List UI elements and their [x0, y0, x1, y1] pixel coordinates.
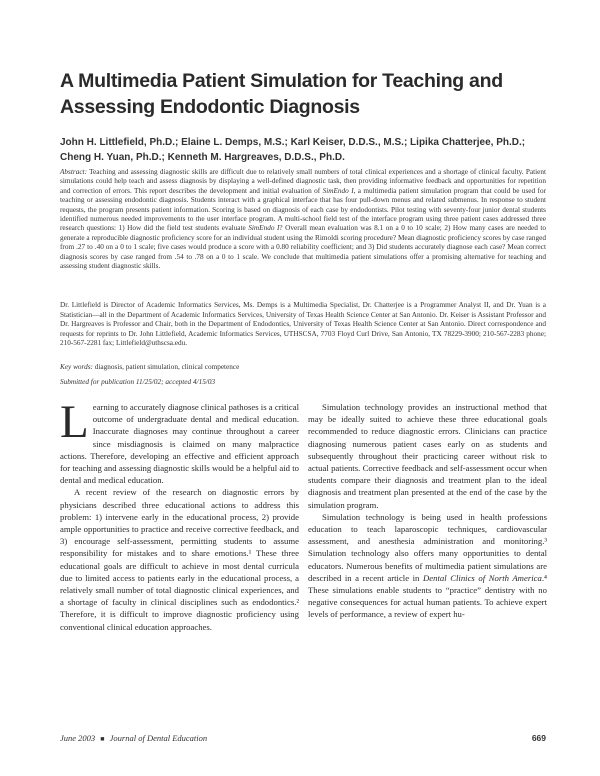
- abstract: [60, 168, 546, 271]
- abstract-text-2: , a multimedia patient simulation program that could be used for teaching or assessing endodontic diagnosis. Students interact with a graphical interface that has four pull-down menus and related submenus. In response to student requests, the program presents patient information. Scoring is based on diagnosis of each case by endodontists. Pilot testing with seventy-four junior dental students identified numerous needed improvements to the user interface program. A multi-school field test of the interface program using three patient cases addressed three research questions: 1) How did the field test students evaluate: [60, 186, 546, 233]
- paragraph-text-1: Simulation technology is being used in health professions education to teach laparoscopic techniques, cardiovascular assessment, and anesthesia administration and monitoring.³ Simulation technology also offers many opportunities to dental educators. Numerous benefits of multimedia patient simulations are described in a recent article in: [308, 511, 547, 583]
- cited-journal: Dental Clinics of North America: [422, 572, 542, 583]
- keywords-label: Key words:: [60, 363, 93, 371]
- footer-date: June 2003: [60, 733, 96, 743]
- submission-dates: Submitted for publication 11/25/02; accepted 4/15/03: [60, 378, 216, 386]
- paragraph-health-professions: [308, 511, 547, 621]
- footer-journal: Journal of Dental Education: [109, 733, 208, 743]
- abstract-product-name-2: SimEndo I: [248, 224, 280, 233]
- author-affiliations: Dr. Littlefield is Director of Academic Informatics Services, Ms. Demps is a Multimedia Specialist, Dr. Chatterjee is a Programmer Analyst II, and Dr. Yuan is a Statistician—all in the Department of Academic Informatics Services, University of Texas Health Science Center at San Antonio. Dr. Keiser is Assistant Professor and Dr. Hargreaves is Professor and Chair, both in the Department of Endodontics, University of Texas Health Science Center at San Antonio. Direct correspondence and requests for reprints to Dr. John Littlefield, Academic Informatics Services, UTHSCSA, 7703 Floyd Curl Drive, San Antonio, TX 78229-3900; 210-567-2283 phone; 210-567-2281 fax; Littlefield@uthscsa.edu.: [60, 301, 546, 347]
- keywords: [60, 363, 546, 373]
- drop-cap: L: [60, 396, 89, 448]
- abstract-text-1: Teaching and assessing diagnostic skills are difficult due to relatively small numbers of total clinical experiences and a shortage of clinical faculty. Patient simulations could help teach and assess diagnosis by displaying a well-defined diagnostic task, then providing informative feedback and opportunities for repetition and correction of errors. This report describes the development and initial evaluation of: [60, 168, 546, 195]
- paragraph-intro: [60, 396, 299, 486]
- footer-citation: [60, 733, 207, 743]
- abstract-product-name: SimEndo I: [322, 186, 354, 195]
- page-number: 669: [531, 733, 546, 743]
- keywords-text: diagnosis, patient simulation, clinical competence: [94, 363, 240, 371]
- footer-separator-icon: ■: [100, 735, 105, 743]
- paragraph-text-2: .⁴ These simulations enable students to “practice” dentistry with no negative consequences for actual human patients. To achieve expert levels of performance, a review of expert hu-: [308, 572, 548, 620]
- body-column-left: [60, 396, 299, 633]
- abstract-text-3: ? Overall mean evaluation was 8.1 on a 0 to 10 scale; 2) How many cases are needed to generate a reproducible diagnostic proficiency score for an individual student using the Rimoldi scoring procedure? Mean diagnostic proficiency scores by case ranged from .27 to .40 on a 0 to 1 scale; five cases would produce a score with a 0.80 reliability coefficient; and 3) Did students accurately diagnose each case? Mean correct diagnosis scores by case ranged from .54 to .78 on a 0 to 1 scale. We conclude that multimedia patient simulations offer a promising alternative for teaching and assessing student diagnostic skills.: [60, 224, 547, 271]
- paragraph-review: A recent review of the research on diagnostic errors by physicians described three educational actions to address this problem: 1) intervene early in the educational process, 2) provide ample opportunities to practice and receive corrective feedback, and 3) encourage self-assessment, permitting students to assume responsibility for mistakes and to share emotions.¹ These three educational goals are difficult to achieve in most dental curricula due to limited access to patients early in the educational process, a relatively small number of total diagnostic clinical experiences, and a shortage of faculty in clinical disciplines such as endodontics.² Therefore, it is difficult to improve diagnostic proficiency using conventional clinical education approaches.: [60, 487, 299, 632]
- article-title: A Multimedia Patient Simulation for Teaching and Assessing Endodontic Diagnosis: [60, 70, 503, 118]
- paragraph-simulation: Simulation technology provides an instructional method that may be ideally suited to achieve these three educational goals recommended to reduce diagnostic errors. Clinicians can practice diagnosing numerous patient cases early on as students and subsequently throughout their practicing career without risk to actual patients. Corrective feedback and self-assessment occur when students compare their diagnosis and treatment plan to the ideal diagnosis and treatment plan presented at the end of the case by the simulation program.: [308, 402, 547, 510]
- page-footer: [60, 733, 546, 747]
- abstract-label: Abstract:: [60, 168, 87, 176]
- author-list: John H. Littlefield, Ph.D.; Elaine L. Demps, M.S.; Karl Keiser, D.D.S., M.S.; Lipika Chatterjee, Ph.D.; Cheng H. Yuan, Ph.D.; Kenneth M. Hargreaves, D.D.S., Ph.D.: [60, 137, 526, 163]
- paragraph-intro-text: earning to accurately diagnose clinical pathoses is a critical outcome of undergraduate dental and medical education. Inaccurate diagnoses may continue throughout a career since misdiagnosis is claimed on many malpractice actions. Therefore, developing an effective and efficient approach for teaching and assessing diagnostic skills would be a helpful aid to dental and medical education.: [60, 402, 299, 486]
- body-column-right: [308, 401, 547, 621]
